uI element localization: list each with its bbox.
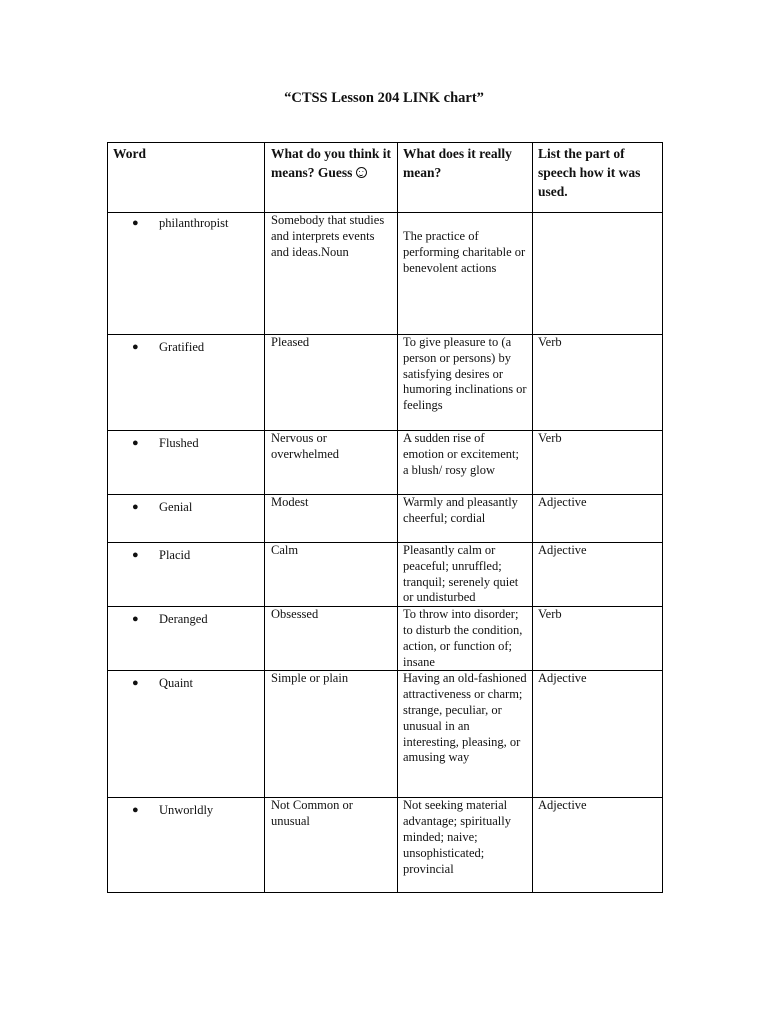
guess-cell bbox=[265, 431, 398, 495]
word-cell bbox=[108, 671, 265, 798]
part-of-speech-cell bbox=[533, 335, 663, 431]
meaning-cell bbox=[398, 607, 533, 671]
part-of-speech-cell-text: Verb bbox=[538, 431, 562, 445]
guess-cell bbox=[265, 671, 398, 798]
table-row bbox=[108, 543, 663, 607]
guess-cell-text: Modest bbox=[271, 495, 309, 509]
table-row bbox=[108, 495, 663, 543]
part-of-speech-cell bbox=[533, 495, 663, 543]
part-of-speech-cell bbox=[533, 431, 663, 495]
guess-cell bbox=[265, 798, 398, 893]
meaning-cell-text: To give pleasure to (a person or persons) by satisfying desires or humoring inclinations or feelings bbox=[403, 335, 527, 413]
word-cell bbox=[108, 431, 265, 495]
bullet-icon: ● bbox=[132, 677, 139, 690]
table-row bbox=[108, 671, 663, 798]
word-cell bbox=[108, 543, 265, 607]
meaning-cell bbox=[398, 798, 533, 893]
part-of-speech-cell-text: Verb bbox=[538, 335, 562, 349]
part-of-speech-cell bbox=[533, 671, 663, 798]
meaning-cell bbox=[398, 431, 533, 495]
guess-cell-text: Somebody that studies and interprets events and ideas.Noun bbox=[271, 213, 385, 259]
word-text: Placid bbox=[159, 548, 191, 562]
table-row bbox=[108, 213, 663, 335]
meaning-cell bbox=[398, 495, 533, 543]
meaning-cell-text: A sudden rise of emotion or excitement; a blush/ rosy glow bbox=[403, 431, 519, 477]
meaning-cell-text: Having an old-fashioned attractiveness or charm; strange, peculiar, or unusual in an interesting, pleasing, or amusing way bbox=[403, 671, 527, 765]
bullet-icon: ● bbox=[132, 804, 139, 817]
bullet-icon: ● bbox=[132, 501, 139, 513]
meaning-cell-text: To throw into disorder; to disturb the condition, action, or function of; insane bbox=[403, 607, 523, 669]
guess-cell-text: Not Common or unusual bbox=[271, 798, 353, 829]
link-chart-table bbox=[107, 142, 663, 893]
header-part-of-speech: List the part of speech how it was used. bbox=[533, 143, 663, 213]
part-of-speech-cell-text: Adjective bbox=[538, 671, 587, 686]
word-cell bbox=[108, 495, 265, 543]
part-of-speech-cell bbox=[533, 543, 663, 607]
bullet-icon: ● bbox=[132, 341, 139, 353]
word-text: Genial bbox=[159, 500, 193, 514]
guess-cell-text: Obsessed bbox=[271, 607, 319, 622]
part-of-speech-cell-text: Adjective bbox=[538, 543, 587, 557]
table-row bbox=[108, 431, 663, 495]
meaning-cell bbox=[398, 335, 533, 431]
word-text: Gratified bbox=[159, 340, 205, 354]
guess-cell bbox=[265, 213, 398, 335]
part-of-speech-cell-text: Adjective bbox=[538, 798, 587, 813]
word-cell bbox=[108, 607, 265, 671]
meaning-cell bbox=[398, 213, 533, 335]
meaning-cell-text: The practice of performing charitable or benevolent actions bbox=[403, 229, 526, 275]
part-of-speech-cell bbox=[533, 798, 663, 893]
part-of-speech-cell bbox=[533, 213, 663, 335]
table-row bbox=[108, 335, 663, 431]
meaning-cell-text: Not seeking material advantage; spiritually minded; naive; unsophisticated; provincial bbox=[403, 798, 511, 876]
bullet-icon: ● bbox=[132, 613, 139, 626]
meaning-cell bbox=[398, 671, 533, 798]
header-word: Word bbox=[108, 143, 265, 213]
word-text: philanthropist bbox=[159, 216, 229, 230]
word-cell bbox=[108, 335, 265, 431]
bullet-icon: ● bbox=[132, 437, 139, 449]
header-guess: What do you think it means? Guess bbox=[265, 143, 398, 213]
meaning-cell bbox=[398, 543, 533, 607]
smiley-icon bbox=[356, 167, 367, 178]
part-of-speech-cell bbox=[533, 607, 663, 671]
word-text: Quaint bbox=[159, 676, 194, 691]
bullet-icon: ● bbox=[132, 549, 139, 561]
table-row bbox=[108, 798, 663, 893]
guess-cell-text: Calm bbox=[271, 543, 299, 557]
guess-cell-text: Nervous or overwhelmed bbox=[271, 431, 340, 461]
word-cell bbox=[108, 213, 265, 335]
guess-cell bbox=[265, 495, 398, 543]
document-title: “CTSS Lesson 204 LINK chart” bbox=[284, 90, 484, 106]
meaning-cell-text: Warmly and pleasantly cheerful; cordial bbox=[403, 495, 518, 525]
guess-cell bbox=[265, 607, 398, 671]
guess-cell bbox=[265, 335, 398, 431]
bullet-icon: ● bbox=[132, 217, 139, 229]
word-text: Deranged bbox=[159, 612, 208, 627]
meaning-cell-text: Pleasantly calm or peaceful; unruffled; tranquil; serenely quiet or undisturbed bbox=[403, 543, 519, 605]
word-text: Unworldly bbox=[159, 803, 214, 818]
table-header-row bbox=[108, 143, 663, 213]
guess-cell-text: Pleased bbox=[271, 335, 310, 349]
part-of-speech-cell-text: Verb bbox=[538, 607, 562, 622]
part-of-speech-cell-text: Adjective bbox=[538, 495, 587, 509]
header-meaning: What does it really mean? bbox=[398, 143, 533, 213]
guess-cell-text: Simple or plain bbox=[271, 671, 349, 686]
table-row bbox=[108, 607, 663, 671]
guess-cell bbox=[265, 543, 398, 607]
word-text: Flushed bbox=[159, 436, 199, 450]
word-cell bbox=[108, 798, 265, 893]
